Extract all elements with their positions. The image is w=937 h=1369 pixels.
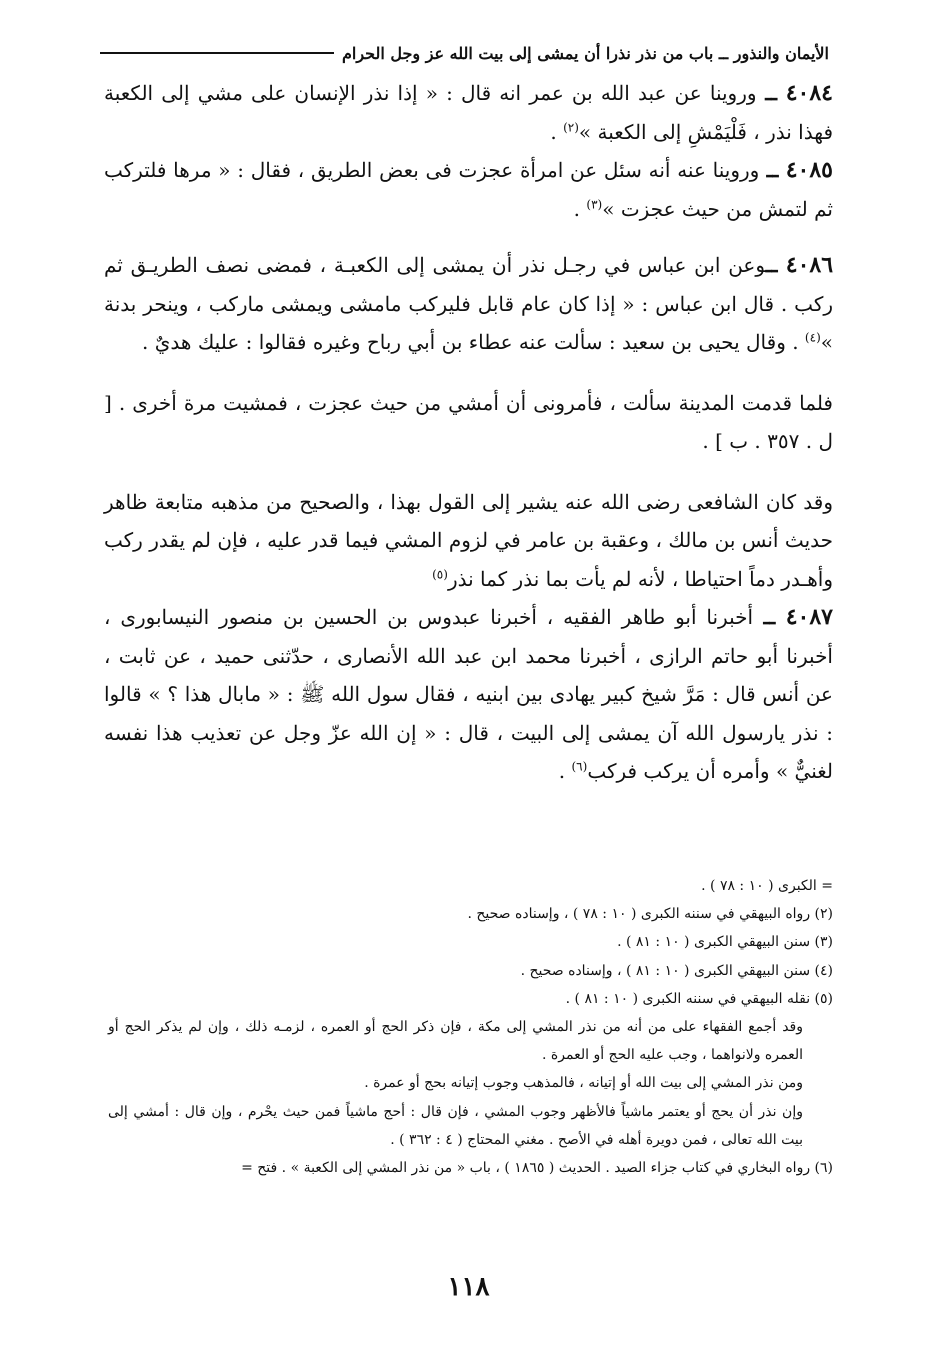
footnote-5-note-b: ومن نذر المشي إلى بيت الله أو إتيانه ، فالمذهب وجوب إتيانه بحج أو عمرة . — [364, 1075, 803, 1092]
paragraph-text-end: . — [550, 119, 564, 144]
footnote-ref: (٦) — [571, 759, 588, 774]
number-dash: ــ — [756, 81, 786, 105]
footnote-4: (٤) سنن البيهقي الكبرى ( ١٠ : ٨١ ) ، وإسناده صحيح . — [520, 962, 833, 979]
header-rule — [100, 52, 334, 54]
running-title: الأيمان والنذور ــ باب من نذر نذرا أن يمشى إلى بيت الله عز وجل الحرام — [341, 43, 829, 63]
paragraph-text: وروينا عن عبد الله بن عمر انه قال : « إذا نذر الإنسان على مشي إلى الكعبة فهذا نذر ، فَلْيَمْشِ إلى الكعبة » — [104, 81, 833, 144]
number-dash: ــ — [759, 158, 786, 182]
paragraph-text-end: . — [558, 759, 572, 783]
footnote-ref: (٥) — [432, 566, 448, 581]
footnote-ref: (٤) — [804, 330, 821, 345]
paragraph-4084 — [104, 74, 833, 151]
footnote-5-note-c: وإن نذر أن يحج أو يعتمر ماشياً فالأظهر وجوب المشي ، فإن قال : أحج ماشياً فمن حيث يحْرم ، وإن قال : أمشي إلى بيت الله تعالى ، فمن دويرة أهله في الأصح . مغني المحتاج ( ٤ : ٣٦٢ ) . — [108, 1103, 803, 1148]
footnotes-section — [108, 872, 833, 1182]
hadith-number: ٤٠٨٥ — [785, 157, 833, 183]
running-header — [100, 40, 829, 66]
paragraph-4085 — [104, 151, 833, 228]
paragraph-text: وعن ابن عباس في رجـل نذر أن يمشى إلى الكعبـة ، فمضى نصف الطريـق ثم ركب . قال ابن عباس : « إذا كان عام قابل فليركب مامشى ويمشى ماركب ، وينحر بدنة » — [104, 253, 833, 354]
number-dash: ــ — [753, 605, 786, 629]
paragraph-text-end: . — [573, 196, 587, 221]
page-number: ١١٨ — [447, 1272, 490, 1302]
paragraph-text-end: . وقال يحيى بن سعيد : سألت عنه عطاء بن أبي رباح وغيره فقالوا : عليك هديٌ . — [142, 330, 805, 354]
paragraph-text: أخبرنا أبو طاهر الفقيه ، أخبرنا عبدوس بن الحسين بن منصور النيسابورى ، أخبرنا أبو حاتم الرازى ، أخبرنا محمد ابن عبد الله الأنصارى ، حدّثنى حميد ، عن ثابت ، عن أنس قال : مَرَّ شيخ كبير يهادى بين ابنيه ، فقال سول الله ﷺ : « مابال هذا ؟ » قالوا : نذر يارسول الله آن يمشى إلى البيت ، قال : « إن الله عزّ وجل عن تعذيب هذا نفسه لغنيٌّ » وأمره أن يركب فركب — [104, 605, 833, 783]
footnote-continuation: = الكبرى ( ١٠ : ٧٨ ) . — [701, 878, 833, 894]
hadith-number: ٤٠٨٤ — [785, 80, 833, 106]
footnote-5: (٥) نقله البيهقي في سننه الكبرى ( ١٠ : ٨١ ) . — [565, 990, 833, 1007]
paragraph-shafii — [104, 483, 833, 599]
footnote-5-note-a: وقد أجمع الفقهاء على من أنه من نذر المشي إلى مكة ، فإن ذكر الحج أو العمره ، لزمـه ذلك ، وإن لم يذكر الحج أو العمره ولانواهما ، وجب عليه الحج أو العمرة . — [108, 1019, 803, 1064]
paragraph-4086 — [104, 246, 833, 362]
hadith-number: ٤٠٨٦ — [785, 252, 834, 278]
paragraph-text: فلما قدمت المدينة سألت ، فأمرونى أن أمشي من حيث عجزت ، فمشيت مرة أخرى . [ ل . ٣٥٧ . ب ] . — [104, 390, 833, 453]
footnote-2: (٢) رواه البيهقي في سننه الكبرى ( ١٠ : ٧٨ ) ، وإسناده صحيح . — [467, 906, 833, 923]
footnote-ref: (٣) — [586, 196, 603, 211]
paragraph-4087 — [104, 598, 833, 791]
number-dash: ــ — [765, 253, 786, 277]
footnote-3: (٣) سنن البيهقي الكبرى ( ١٠ : ٨١ ) . — [617, 934, 833, 951]
paragraph-medina — [104, 384, 833, 461]
paragraph-text: وقد كان الشافعى رضى الله عنه يشير إلى القول بهذا ، والصحيح من مذهبه متابعة ظاهر حديث أنس بن مالك ، وعقبة بن عامر في لزوم المشي فيما قدر عليه ، فإن لم يقدر ركب وأهـدر دماً احتياطا ، لأنه لم يأت بما نذر كما نذر — [104, 489, 833, 591]
main-text — [104, 74, 833, 791]
footnote-6: (٦) رواه البخاري في كتاب جزاء الصيد . الحديث ( ١٨٦٥ ) ، باب « من نذر المشي إلى الكعبة » . فتح = — [241, 1160, 833, 1177]
paragraph-text: وروينا عنه أنه سئل عن امرأة عجزت فى بعض الطريق ، فقال : « مرها فلتركب ثم لتمش من حيث عجزت » — [104, 158, 833, 221]
footnote-ref: (٢) — [563, 119, 579, 134]
hadith-number: ٤٠٨٧ — [785, 604, 833, 630]
